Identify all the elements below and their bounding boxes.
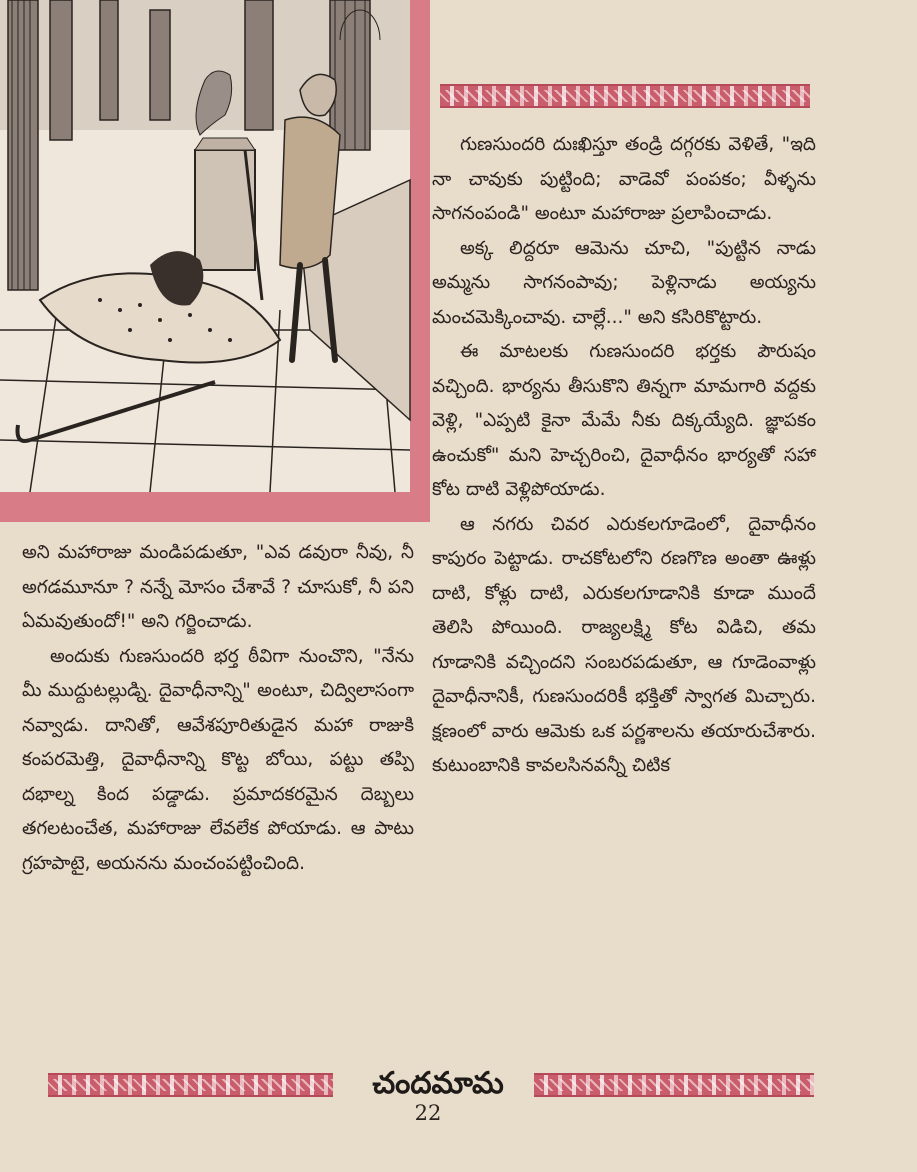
paragraph: ఈ మాటలకు గుణసుందరి భర్తకు పౌరుషం వచ్చింది. భార్యను తీసుకొని తిన్నగా మామగారి వద్దకు వెళ్లి, "ఎప్పటి కైనా మేమే నీకు దిక్కయ్యేది. జ్ఞాపకం ఉంచుకో" మని హెచ్చరించి, దైవాధీనం భార్యతో సహా కోట దాటి వెళ్లిపోయాడు.: [432, 341, 816, 500]
paragraph: అని మహారాజు మండిపడుతూ, "ఎవ డవురా నీవు, నీ అగడమూనూ ? నన్నే మోసం చేశావే ? చూసుకో, నీ పని ఏమవుతుందో!" అని గర్జించాడు.: [22, 542, 414, 632]
paragraph: అక్క లిద్దరూ ఆమెను చూచి, "పుట్టిన నాడు అమ్మను సాగనంపావు; పెళ్లినాడు అయ్యను మంచమెక్కించావు. చాల్లే..." అని కసిరికొట్టారు.: [432, 237, 816, 328]
paragraph: ఆ నగరు చివర ఎరుకలగూడెంలో, దైవాధీనం కాపురం పెట్టాడు. రాచకోటలోని రణగొణ అంతా ఊళ్లు దాటి, కోళ్లు దాటి, ఎరుకలగూడానికి కూడా ముందే తెలిసి పోయింది. రాజ్యలక్ష్మి కోట విడిచి, తమ గూడానికి వచ్చిందని సంబరపడుతూ, ఆ గూడెంవాళ్లు దైవాధీనానికీ, గుణసుందరికీ భక్తితో స్వాగత మిచ్చారు. క్షణంలో వారు ఆమెకు ఒక పర్ణశాలను తయారుచేశారు. కుటుంబానికి కావలసినవన్నీ చిటిక: [432, 513, 816, 776]
paragraph: గుణసుందరి దుఃఖిస్తూ తండ్రి దగ్గరకు వెళితే, "ఇది నా చావుకు పుట్టింది; వాడెవో పంపకం; వీళ్ళను సాగనంపండి" అంటూ మహారాజు ప్రలాపించాడు.: [432, 134, 816, 224]
footer-ornament-left: [48, 1073, 333, 1097]
left-text-column: [22, 536, 414, 881]
magazine-title: చందమామ: [372, 1066, 504, 1101]
header-ornament: [440, 84, 810, 108]
paragraph: అందుకు గుణసుందరి భర్త ఠీవిగా నుంచొని, "నేను మీ ముద్దుటల్లుడ్ని. దైవాధీనాన్ని" అంటూ, చిద్విలాసంగా నవ్వాడు. దానితో, ఆవేశపూరితుడైన మహా రాజుకి కంపరమెత్తి, దైవాధీనాన్ని కొట్ట బోయి, పట్టు తప్పి దభాల్న కింద పడ్డాడు. ప్రమాదకరమైన దెబ్బలు తగలటంచేత, మహారాజు లేవలేక పోయాడు. ఆ పాటు గ్రహపాటై, అయనను మంచంపట్టించింది.: [22, 645, 414, 874]
story-illustration: [0, 0, 430, 522]
page-number: 22: [414, 1101, 442, 1125]
illustration-drawing: [0, 0, 430, 522]
footer-ornament-right: [534, 1073, 814, 1097]
right-text-column: [432, 128, 816, 784]
